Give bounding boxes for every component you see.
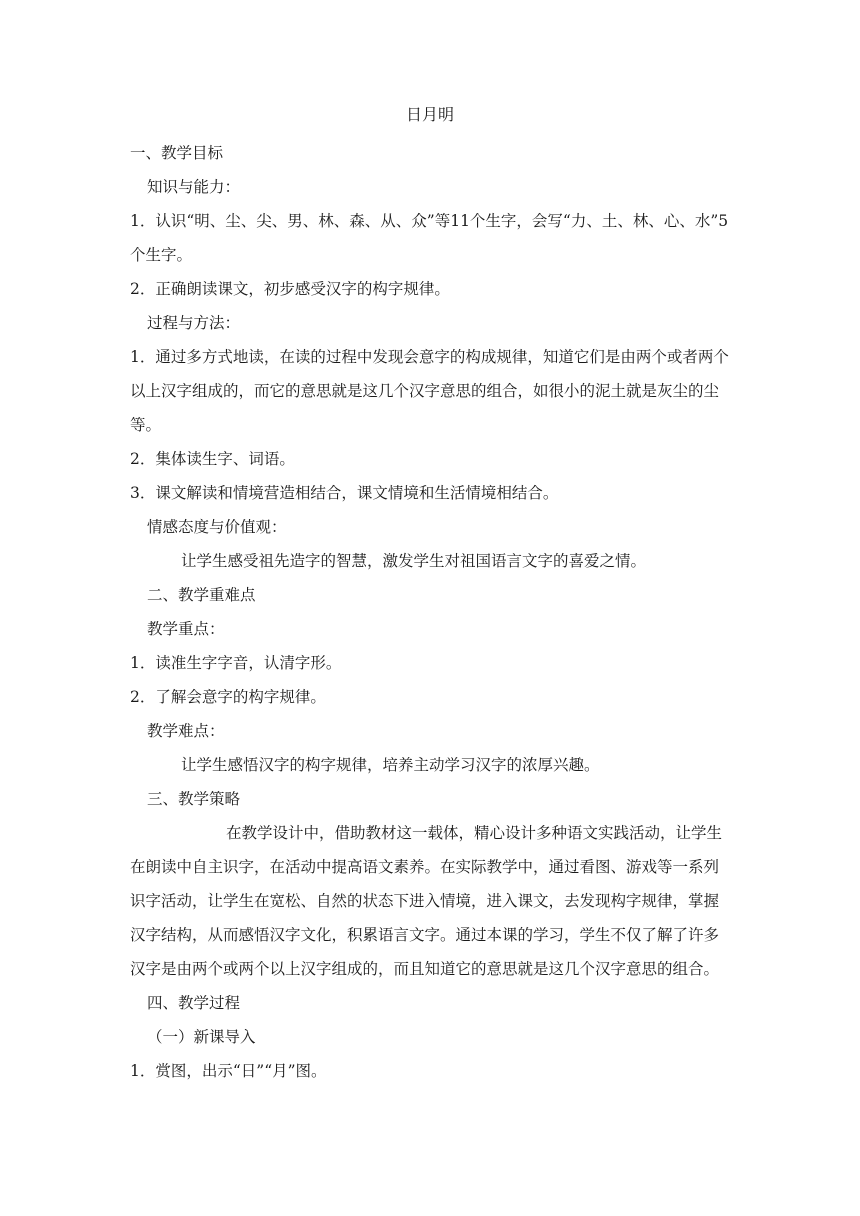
section-heading-objectives: 一、教学目标 xyxy=(130,144,224,162)
subheading-knowledge: 知识与能力： xyxy=(147,178,241,196)
list-item: 1．赏图，出示“日”“月”图。 xyxy=(130,1062,327,1080)
document-body xyxy=(130,136,730,1088)
subheading-emotion: 情感态度与价值观： xyxy=(147,518,287,536)
list-item: 1．读准生字字音，认清字形。 xyxy=(130,654,342,672)
paragraph: 让学生感受祖先造字的智慧，激发学生对祖国语言文字的喜爱之情。 xyxy=(181,552,647,570)
section-heading-key-points: 二、教学重难点 xyxy=(147,586,256,604)
paragraph: 让学生感悟汉字的构字规律，培养主动学习汉字的浓厚兴趣。 xyxy=(181,756,600,774)
list-item: 1．通过多方式地读，在读的过程中发现会意字的构成规律，知道它们是由两个或者两个以上汉字组成的，而它的意思就是这几个汉字意思的组合，如很小的泥土就是灰尘的尘等。 xyxy=(130,348,729,434)
document-title: 日月明 xyxy=(405,105,454,124)
subheading-focus: 教学重点： xyxy=(147,620,225,638)
list-item: 2．正确朗读课文，初步感受汉字的构字规律。 xyxy=(130,280,450,298)
subheading-process: 过程与方法： xyxy=(147,314,241,332)
list-item: 2．集体读生字、词语。 xyxy=(130,450,295,468)
list-item: 1．认识“明、尘、尖、男、林、森、从、众”等11个生字，会写“力、土、林、心、水”5个生字。 xyxy=(130,212,729,264)
section-heading-process: 四、教学过程 xyxy=(147,994,241,1012)
paragraph: 在教学设计中，借助教材这一载体，精心设计多种语文实践活动，让学生在朗读中自主识字，在活动中提高语文素养。在实际教学中，通过看图、游戏等一系列识字活动，让学生在宽松、自然的状态下进入情境，进入课文，去发现构字规律，掌握汉字结构，从而感悟汉字文化，积累语言文字。通过本课的学习，学生不仅了解了许多汉字是由两个或两个以上汉字组成的，而且知道它的意思就是这几个汉字意思的组合。 xyxy=(130,824,723,978)
list-item: 2．了解会意字的构字规律。 xyxy=(130,688,326,706)
list-item: 3．课文解读和情境营造相结合，课文情境和生活情境相结合。 xyxy=(130,484,559,502)
subheading-intro: （一）新课导入 xyxy=(147,1028,256,1046)
section-heading-strategy: 三、教学策略 xyxy=(147,790,241,808)
subheading-difficulty: 教学难点： xyxy=(147,722,225,740)
